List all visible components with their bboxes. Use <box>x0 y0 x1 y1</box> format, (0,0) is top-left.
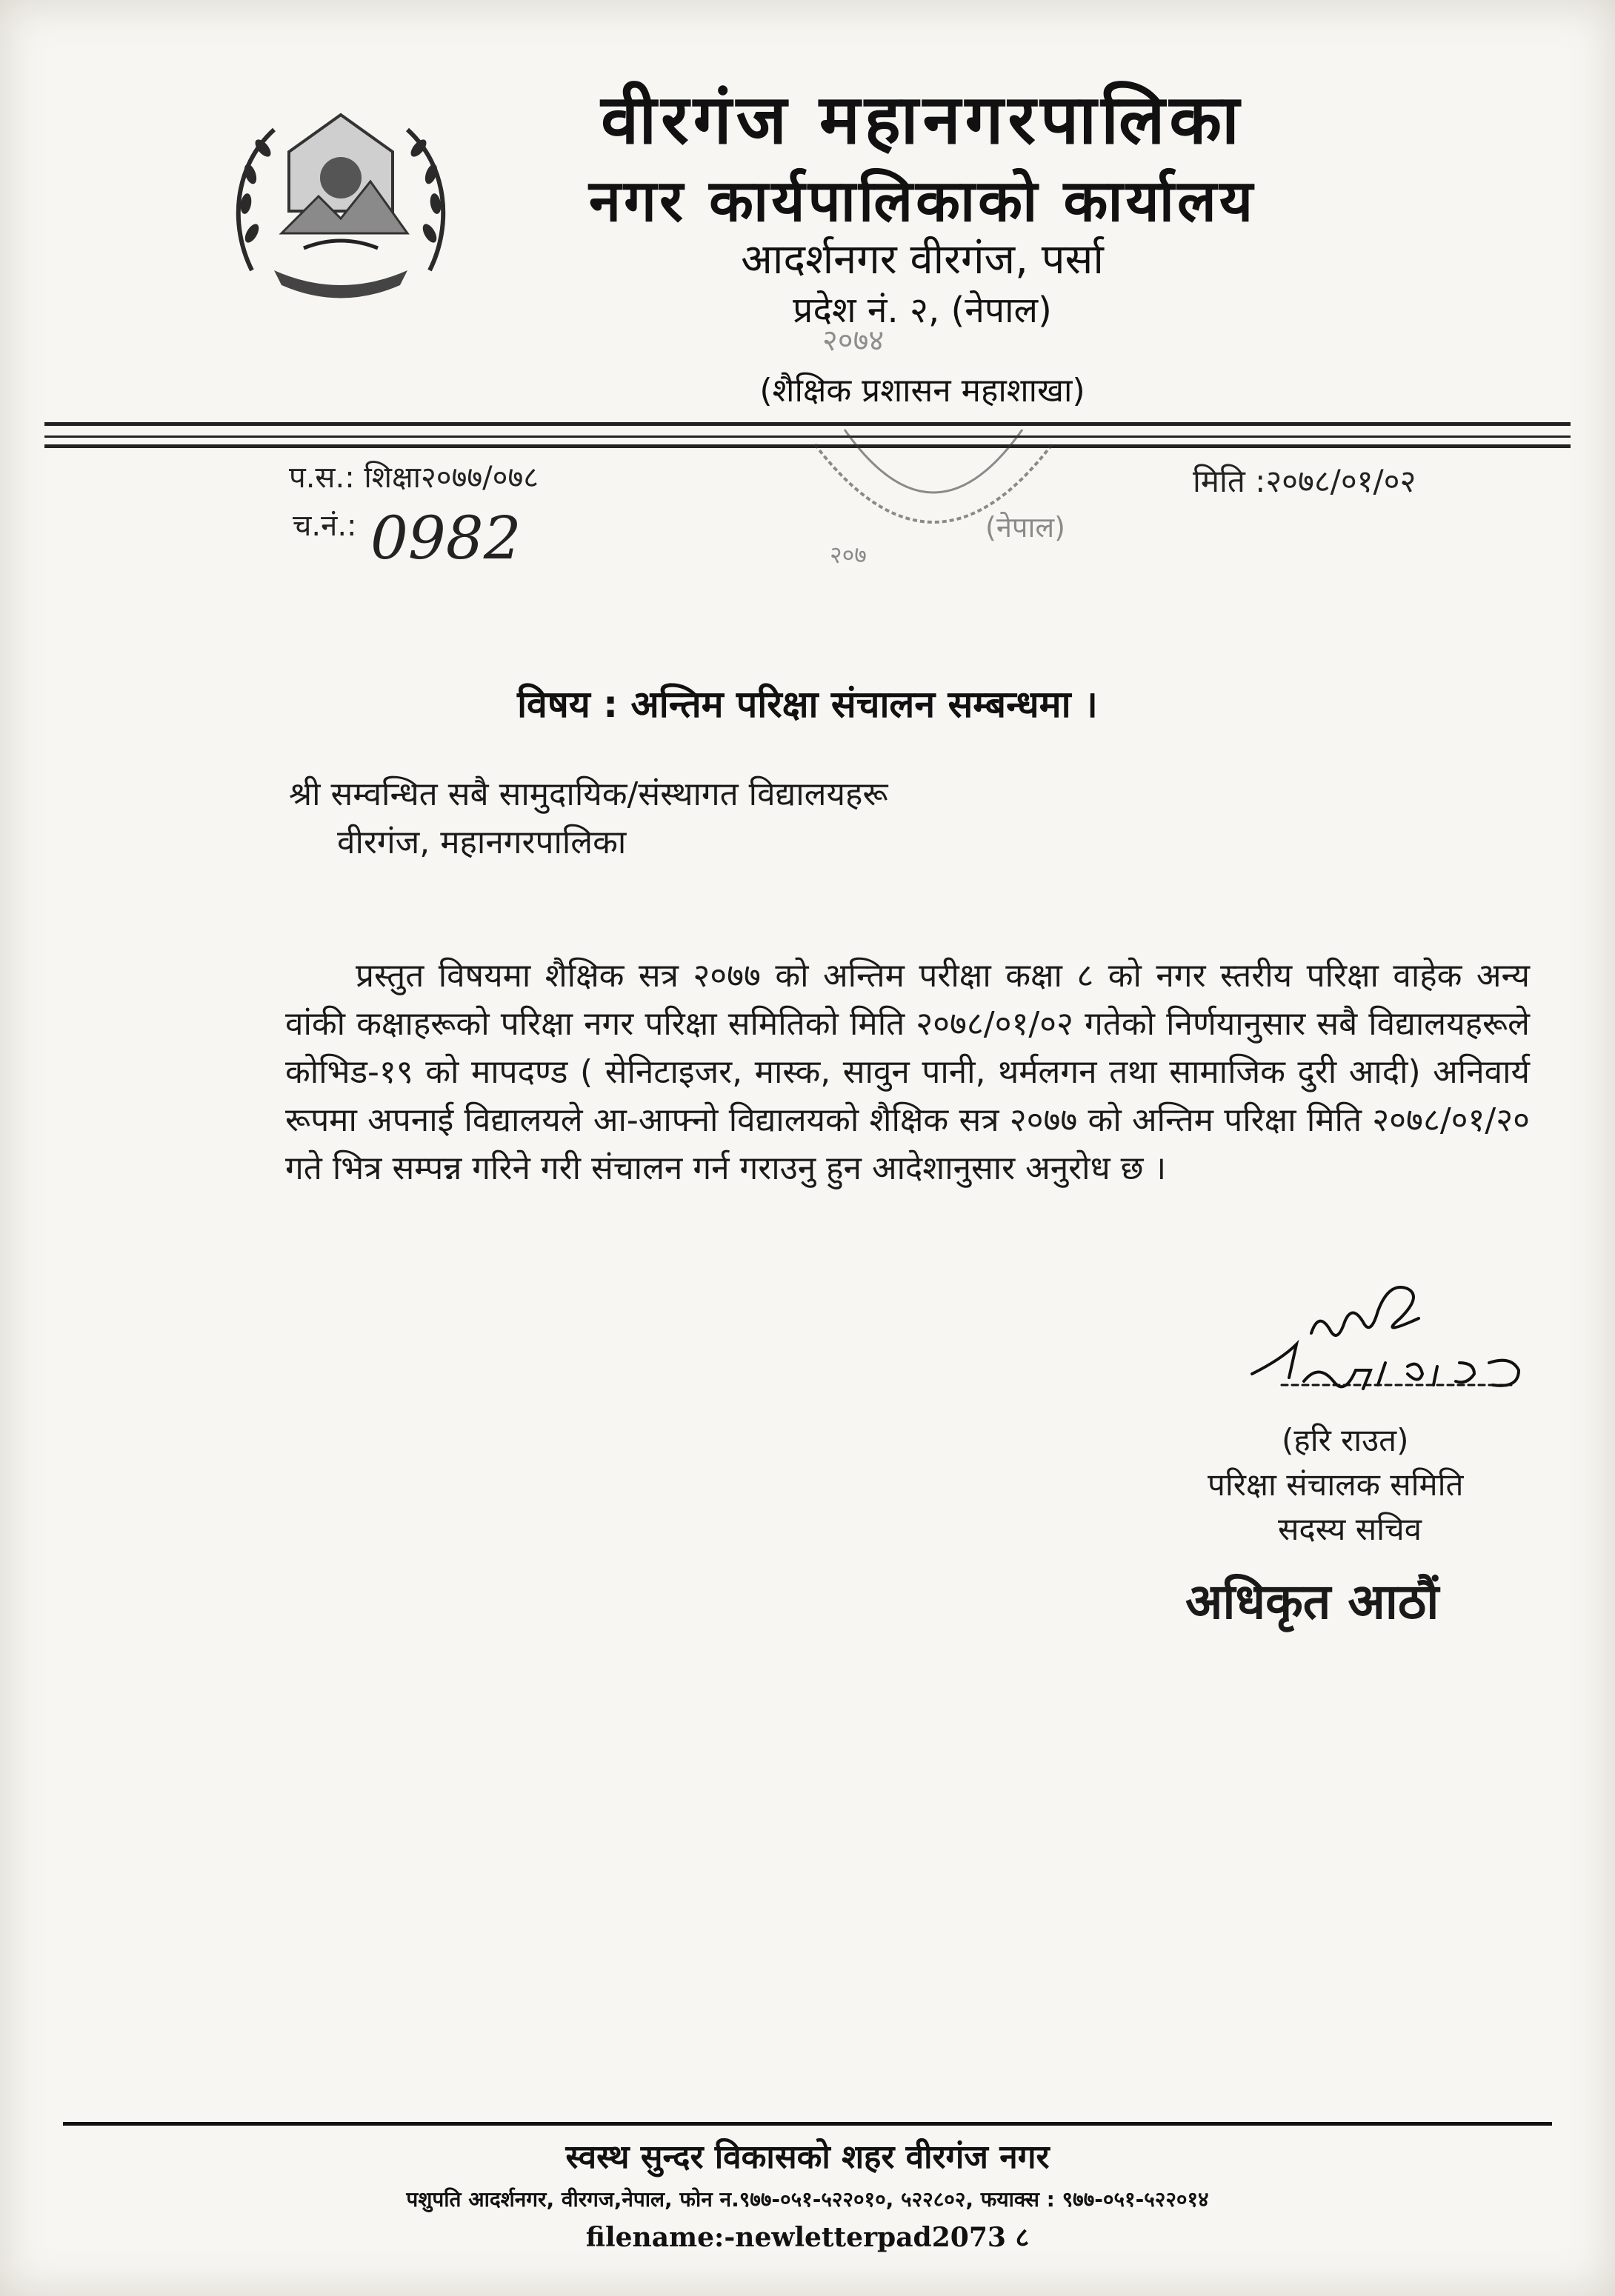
dispatch-label: च.नं.: <box>293 509 357 543</box>
letter-body: प्रस्तुत विषयमा शैक्षिक सत्र २०७७ को अन्तिम परीक्षा कक्षा ८ को नगर स्तरीय परिक्षा वाहेक अन्य वांकी कक्षाहरूको परिक्षा नगर परिक्षा समितिको मिति २०७८/०१/०२ गतेको निर्णयानुसार सबै विद्यालयहरूले कोभिड-१९ को मापदण्ड ( सेनिटाइजर, मास्क, सावुन पानी, थर्मलगन तथा सामाजिक दुरी आदी) अनिवार्य रूपमा अपनाई विद्यालयले आ-आफ्नो विद्यालयको शैक्षिक सत्र २०७७ को अन्तिम परिक्षा मिति २०७८/०१/२० गते भित्र सम्पन्न गरिने गरी संचालन गर्न गराउनु हुन आदेशानुसार अनुरोध छ । <box>285 957 1530 1187</box>
addressee-line: श्री सम्वन्धित सबै सामुदायिक/संस्थागत विद्यालयहरू <box>289 775 888 813</box>
dispatch-number-handwritten: 0982 <box>370 504 522 573</box>
footer-contact-info: पशुपति आदर्शनगर, वीरगज,नेपाल, फोन न.९७७-०५१-५२२०१०, ५२२८०२, फयाक्स : ९७७-०५१-५२२०१४ <box>406 2187 1209 2212</box>
signatory-name: (हरि राउत) <box>1282 1422 1409 1458</box>
stamp-year: २०७ <box>830 541 867 569</box>
office-title: नगर कार्यपालिकाको कार्यालय <box>588 168 1256 235</box>
footer-slogan: स्वस्थ सुन्दर विकासको शहर वीरगंज नगर <box>565 2138 1050 2176</box>
addressee-location: वीरगंज, महानगरपालिका <box>337 824 627 861</box>
stamp-nepal-text: (नेपाल) <box>985 511 1065 544</box>
division-line: (शैक्षिक प्रशासन महाशाखा) <box>759 372 1085 410</box>
province-line: प्रदेश नं. २, (नेपाल) <box>793 290 1052 331</box>
stamp-year-text: २०७४ <box>822 324 885 358</box>
signature <box>1237 1274 1548 1422</box>
municipality-title: वीरगंज महानगरपालिका <box>601 80 1244 159</box>
footer-filename: filename:-newletterpad2073 ८ <box>585 2222 1030 2253</box>
reference-number: प.स.: शिक्षा२०७७/०७८ <box>289 461 539 495</box>
subject-line: विषय : अन्तिम परिक्षा संचालन सम्बन्धमा । <box>517 683 1098 726</box>
letter-date: मिति :२०७८/०१/०२ <box>1193 463 1416 499</box>
handwritten-rank-note: अधिकृत आठौं <box>1185 1572 1439 1630</box>
nepal-emblem-logo <box>222 85 459 322</box>
office-address: आदर्शनगर वीरगंज, पर्सा <box>741 236 1104 284</box>
footer-divider <box>63 2122 1552 2126</box>
signatory-title: सदस्य सचिव <box>1278 1511 1422 1547</box>
office-stamp <box>800 415 1067 570</box>
signatory-committee: परिक्षा संचालक समिति <box>1208 1466 1464 1503</box>
